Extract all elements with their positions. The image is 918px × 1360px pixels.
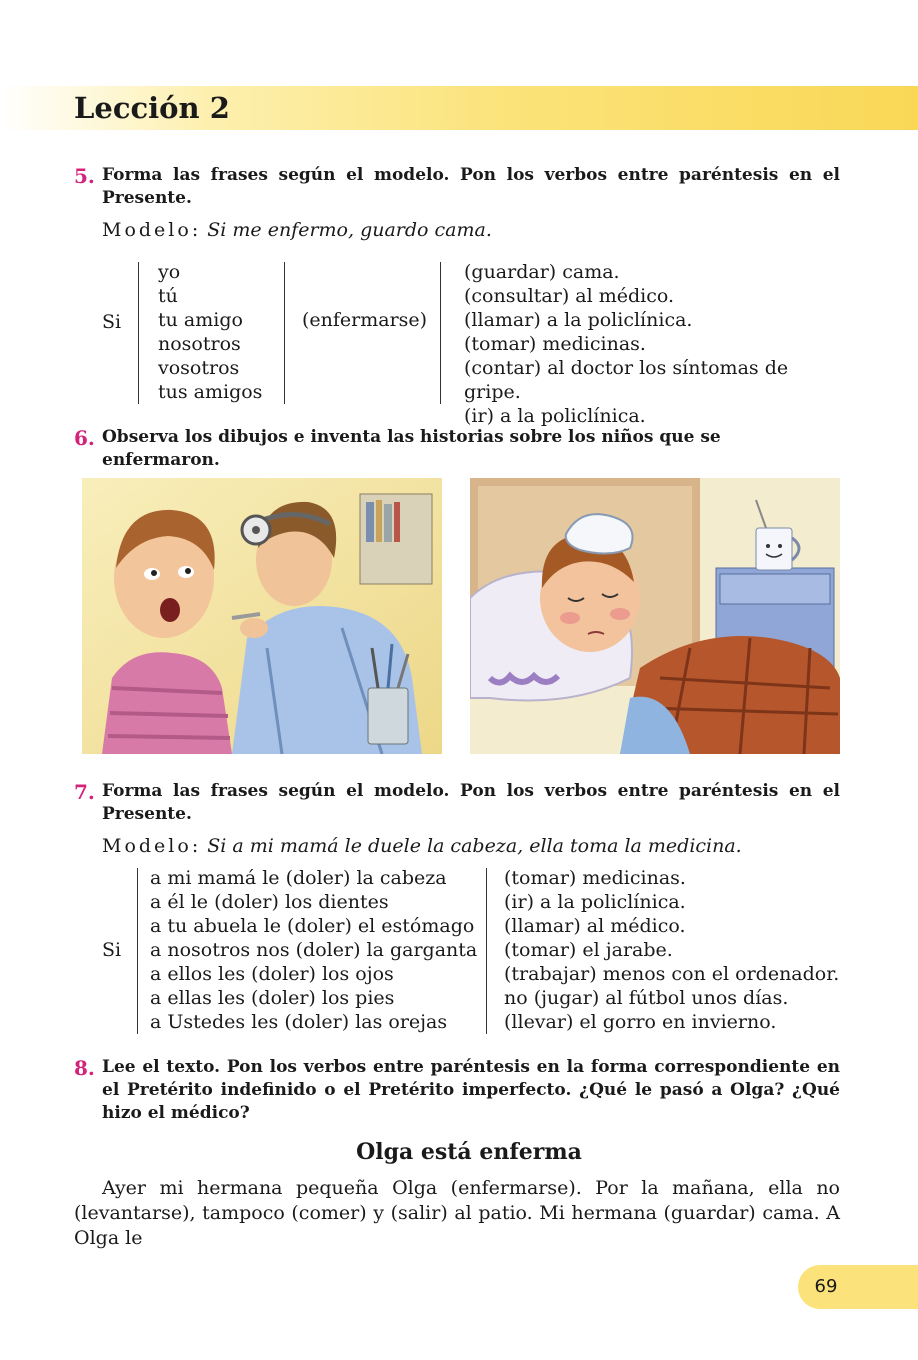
illustrations: [82, 478, 840, 754]
condition-item: a ellas les (doler) los pies: [150, 987, 395, 1009]
exercise-number: 6.: [74, 426, 95, 450]
page-number: 69: [814, 1276, 838, 1297]
reading-title: Olga está enferma: [356, 1139, 582, 1165]
ending-item: (contar) al doctor los síntomas de gripe.: [464, 357, 789, 403]
result-item: no (jugar) al fútbol unos días.: [504, 987, 789, 1009]
endings-column: [464, 260, 844, 428]
result-item: (tomar) el jarabe.: [504, 939, 673, 961]
ending-item: (llamar) a la policlínica.: [464, 309, 693, 331]
table-divider: [137, 868, 138, 1034]
ending-item: (tomar) medicinas.: [464, 333, 646, 355]
subject-item: vosotros: [158, 357, 240, 379]
ending-item: (ir) a la policlínica.: [464, 405, 646, 427]
exercise-number: 5.: [74, 164, 95, 188]
modelo-example: Si a mi mamá le duele la cabeza, ella toma la medicina.: [207, 835, 742, 857]
ending-item: (consultar) al médico.: [464, 285, 675, 307]
exercise-5: [74, 164, 840, 242]
si-label: Si: [102, 311, 122, 333]
exercise-instruction: Lee el texto. Pon los verbos entre paréntesis en la forma correspondiente en el Pretérito indefinido o el Pretérito imperfecto. ¿Qué le pasó a Olga? ¿Qué hizo el médico?: [102, 1057, 840, 1123]
condition-item: a Ustedes les (doler) las orejas: [150, 1011, 448, 1033]
conditions-column: [150, 866, 477, 1034]
page-number-tab: [798, 1265, 918, 1309]
subject-item: tu amigo: [158, 309, 243, 331]
si-label: Si: [102, 939, 122, 961]
exercise-number: 7.: [74, 780, 95, 804]
exercise-7: [74, 780, 840, 858]
exercise-5-table: [74, 260, 844, 427]
lesson-title: Lección 2: [74, 91, 230, 125]
verb-cell: (enfermarse): [302, 309, 428, 331]
exercise-number: 8.: [74, 1056, 95, 1080]
modelo-label: Modelo:: [102, 835, 202, 857]
subjects-column: [158, 260, 262, 404]
subject-item: tus amigos: [158, 381, 263, 403]
result-item: (llamar) al médico.: [504, 915, 686, 937]
exercise-7-table: [74, 866, 844, 1038]
condition-item: a nosotros nos (doler) la garganta: [150, 939, 478, 961]
subject-item: nosotros: [158, 333, 241, 355]
subject-item: tú: [158, 285, 178, 307]
exercise-instruction: Forma las frases según el modelo. Pon los verbos entre paréntesis en el Presente.: [102, 781, 840, 824]
sick-child-in-bed-illustration: [470, 478, 840, 754]
table-divider: [486, 868, 487, 1034]
exercise-6: [74, 426, 840, 472]
table-divider: [440, 262, 441, 404]
exercise-instruction: Forma las frases según el modelo. Pon los verbos entre paréntesis en el Presente.: [102, 165, 840, 208]
modelo: [102, 218, 840, 242]
result-item: (trabajar) menos con el ordenador.: [504, 963, 840, 985]
condition-item: a ellos les (doler) los ojos: [150, 963, 394, 985]
reading-text: Ayer mi hermana pequeña Olga (enfermarse). Por la mañana, ella no (levantarse), tampoco (comer) y (salir) al patio. Mi hermana (guardar) cama. A Olga le: [74, 1177, 840, 1249]
table-divider: [138, 262, 139, 404]
condition-item: a él le (doler) los dientes: [150, 891, 389, 913]
doctor-examining-boy-illustration: [82, 478, 442, 754]
exercise-8: [74, 1056, 840, 1125]
exercise-instruction: Observa los dibujos e inventa las historias sobre los niños que se enfermaron.: [102, 427, 721, 470]
condition-item: a tu abuela le (doler) el estómago: [150, 915, 475, 937]
modelo-label: Modelo:: [102, 219, 202, 241]
result-item: (llevar) el gorro en invierno.: [504, 1011, 777, 1033]
reading-paragraph: [74, 1176, 840, 1251]
table-divider: [284, 262, 285, 404]
result-item: (tomar) medicinas.: [504, 867, 686, 889]
condition-item: a mi mamá le (doler) la cabeza: [150, 867, 447, 889]
subject-item: yo: [158, 261, 181, 283]
ending-item: (guardar) cama.: [464, 261, 620, 283]
results-column: [504, 866, 839, 1034]
result-item: (ir) a la policlínica.: [504, 891, 686, 913]
modelo-example: Si me enfermo, guardo cama.: [207, 219, 492, 241]
modelo: [102, 834, 840, 858]
